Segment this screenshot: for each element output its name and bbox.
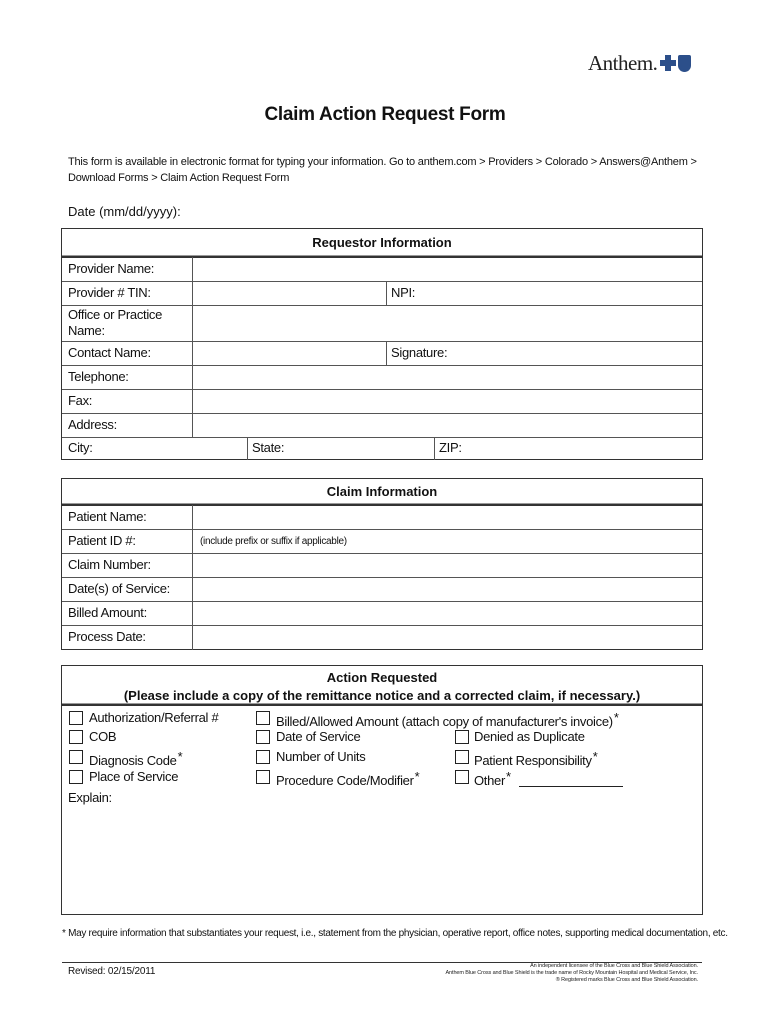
legal-line-1: An independent licensee of the Blue Cross and Blue Shield Association. <box>530 963 698 969</box>
number-of-units-checkbox[interactable] <box>256 750 270 764</box>
other-asterisk: * <box>506 769 511 784</box>
action-header <box>62 666 702 706</box>
place-of-service-label: Place of Service <box>89 769 179 784</box>
procedure-code-option <box>276 769 419 788</box>
billed-allowed-checkbox[interactable] <box>256 711 270 725</box>
patient-name-label: Patient Name: <box>68 509 147 524</box>
other-checkbox[interactable] <box>455 770 469 784</box>
provider-tin-row[interactable] <box>62 281 702 306</box>
fax-row[interactable] <box>62 389 702 414</box>
provider-tin-label: Provider # TIN: <box>68 285 151 300</box>
anthem-logo <box>588 50 691 76</box>
action-header-title: Action Requested <box>326 670 438 685</box>
city-state-zip-row[interactable] <box>62 437 702 460</box>
diagnosis-code-label: Diagnosis Code <box>89 753 177 768</box>
cob-label: COB <box>89 729 117 744</box>
legal-notice <box>445 963 698 984</box>
intro-text: This form is available in electronic format for typing your information. Go to anthem.com > Providers > Colorado > Answers@Anthem > Download Forms > Claim Action Request Form <box>68 156 697 184</box>
legal-line-2: Anthem Blue Cross and Blue Shield is the trade name of Rocky Mountain Hospital and Medical Service, Inc. <box>445 970 698 976</box>
authorization-checkbox[interactable] <box>69 711 83 725</box>
date-label: Date (mm/dd/yyyy): <box>68 204 181 219</box>
other-label: Other <box>474 773 506 788</box>
logo-wordmark: Anthem. <box>588 50 658 75</box>
date-of-service-checkbox[interactable] <box>256 730 270 744</box>
revised-date: Revised: 02/15/2011 <box>68 966 156 977</box>
dates-of-service-row[interactable] <box>62 577 702 602</box>
place-of-service-checkbox[interactable] <box>69 770 83 784</box>
procedure-code-checkbox[interactable] <box>256 770 270 784</box>
address-row[interactable] <box>62 413 702 438</box>
legal-line-3: ® Registered marks Blue Cross and Blue Shield Association. <box>555 977 698 983</box>
contact-name-row[interactable] <box>62 341 702 366</box>
explain-label: Explain: <box>68 790 112 805</box>
patient-responsibility-asterisk: * <box>592 749 598 764</box>
address-label: Address: <box>68 417 117 432</box>
diagnosis-code-asterisk: * <box>177 749 183 764</box>
contact-name-label: Contact Name: <box>68 345 151 360</box>
patient-responsibility-option <box>474 749 597 768</box>
page-title: Claim Action Request Form <box>264 104 506 125</box>
telephone-row[interactable] <box>62 365 702 390</box>
requestor-header: Requestor Information <box>62 229 702 258</box>
billed-amount-row[interactable] <box>62 601 702 626</box>
npi-label: NPI: <box>391 285 416 300</box>
action-section <box>61 665 703 915</box>
blue-shield-icon <box>678 55 691 72</box>
signature-label: Signature: <box>391 345 448 360</box>
blue-cross-icon <box>660 54 676 72</box>
provider-name-label: Provider Name: <box>68 261 155 276</box>
patient-id-hint: (include prefix or suffix if applicable) <box>200 536 347 547</box>
office-name-row[interactable] <box>62 305 702 342</box>
billed-allowed-option <box>276 710 619 729</box>
claim-header: Claim Information <box>62 479 702 506</box>
telephone-label: Telephone: <box>68 369 129 384</box>
claim-number-row[interactable] <box>62 553 702 578</box>
city-label: City: <box>68 440 93 455</box>
dates-of-service-label: Date(s) of Service: <box>68 581 170 596</box>
cob-checkbox[interactable] <box>69 730 83 744</box>
denied-duplicate-checkbox[interactable] <box>455 730 469 744</box>
procedure-code-asterisk: * <box>414 769 420 784</box>
patient-id-row[interactable] <box>62 529 702 554</box>
billed-allowed-asterisk: * <box>613 710 619 725</box>
patient-responsibility-checkbox[interactable] <box>455 750 469 764</box>
footnote: * May require information that substantiates your request, i.e., statement from the physician, operative report, office notes, supporting medical documentation, etc. <box>62 928 728 939</box>
office-name-label: Office or Practice Name: <box>68 307 163 338</box>
claim-number-label: Claim Number: <box>68 557 151 572</box>
patient-name-row[interactable] <box>62 505 702 530</box>
process-date-row[interactable] <box>62 625 702 650</box>
action-header-note: (Please include a copy of the remittance notice and a corrected claim, if necessary.) <box>123 688 641 703</box>
state-label: State: <box>252 440 285 455</box>
process-date-label: Process Date: <box>68 629 146 644</box>
billed-amount-label: Billed Amount: <box>68 605 147 620</box>
procedure-code-label: Procedure Code/Modifier <box>276 773 414 788</box>
diagnosis-code-checkbox[interactable] <box>69 750 83 764</box>
denied-duplicate-label: Denied as Duplicate <box>474 729 585 744</box>
number-of-units-label: Number of Units <box>276 749 366 764</box>
other-blank-line[interactable] <box>519 786 623 787</box>
patient-responsibility-label: Patient Responsibility <box>474 753 592 768</box>
provider-name-row[interactable] <box>62 257 702 282</box>
claim-section <box>61 478 703 650</box>
requestor-section <box>61 228 703 460</box>
diagnosis-code-option <box>89 749 182 768</box>
authorization-label: Authorization/Referral # <box>89 710 219 725</box>
patient-id-label: Patient ID #: <box>68 533 136 548</box>
date-of-service-label: Date of Service <box>276 729 361 744</box>
explain-area[interactable] <box>63 808 701 913</box>
zip-label: ZIP: <box>439 440 462 455</box>
billed-allowed-label: Billed/Allowed Amount (attach copy of manufacturer's invoice) <box>276 714 613 729</box>
fax-label: Fax: <box>68 393 93 408</box>
other-option <box>474 769 623 788</box>
